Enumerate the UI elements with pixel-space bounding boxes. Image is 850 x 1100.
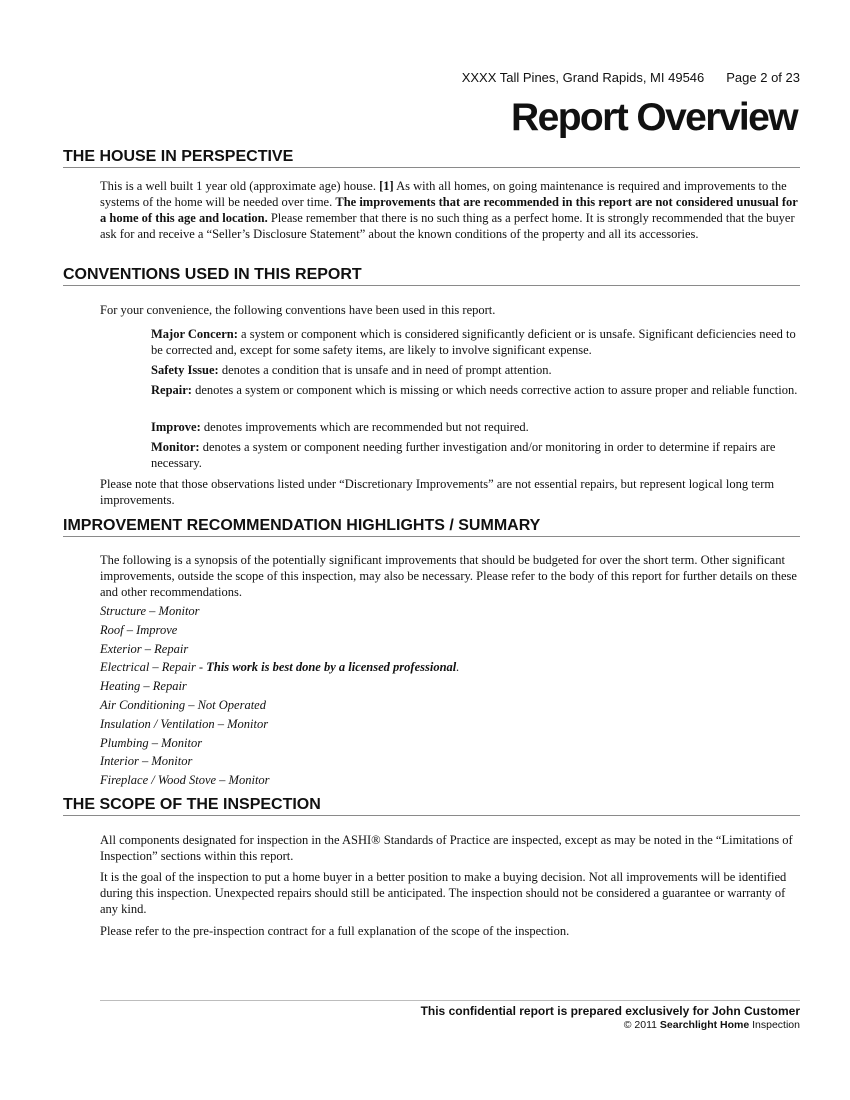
scope-paragraph-3: Please refer to the pre-inspection contract for a full explanation of the scope of the inspection.: [100, 924, 570, 938]
house-text-1: This is a well built 1 year old (approximate age) house.: [100, 179, 380, 193]
page-number: Page 2 of 23: [726, 70, 800, 85]
convention-term: Repair:: [151, 383, 192, 397]
convention-desc: denotes improvements which are recommended but not required.: [200, 420, 529, 434]
convention-term: Monitor:: [151, 440, 200, 454]
convention-desc: denotes a condition that is unsafe and in need of prompt attention.: [218, 363, 552, 377]
property-address: XXXX Tall Pines, Grand Rapids, MI 49546: [461, 70, 705, 85]
summary-item-air-conditioning: Air Conditioning – Not Operated: [100, 698, 266, 712]
company-name-rest: Inspection: [749, 1019, 800, 1031]
footer-confidential: This confidential report is prepared exclusively for John Customer: [420, 1004, 800, 1018]
summary-item-exterior: Exterior – Repair: [100, 642, 189, 656]
scope-paragraph-2: It is the goal of the inspection to put a home buyer in a better position to make a buying decision. Not all improvements will be identified during this inspection. Unexpected repairs should still be anticipated. The inspection should not be considered a guarantee or warranty of any kind.: [100, 870, 787, 916]
section-heading-conventions: CONVENTIONS USED IN THIS REPORT: [63, 266, 800, 286]
section-heading-scope: THE SCOPE OF THE INSPECTION: [63, 796, 800, 816]
summary-item-insulation: Insulation / Ventilation – Monitor: [100, 717, 269, 731]
footer-copyright: [624, 1019, 800, 1031]
house-reference: [1]: [379, 179, 394, 193]
summary-item-structure: Structure – Monitor: [100, 604, 200, 618]
convention-term: Safety Issue:: [151, 363, 219, 377]
electrical-end: .: [456, 660, 460, 674]
convention-monitor: [151, 439, 800, 471]
convention-major-concern: [151, 326, 800, 358]
convention-desc: a system or component which is considered significantly deficient or is unsafe. Significant deficiencies need to be corrected and, except for some safety items, are likely to involve significant expense.: [151, 327, 796, 357]
house-text-3: Please remember that there is no such thing as a perfect home. It is strongly recommended that the buyer ask for and receive a “Seller’s Disclosure Statement” about the known conditions of the property and all its accessories.: [100, 211, 795, 241]
conventions-note: Please note that those observations listed under “Discretionary Improvements” are not essential repairs, but represent logical long term improvements.: [100, 477, 775, 507]
conventions-intro: For your convenience, the following conventions have been used in this report.: [100, 303, 496, 317]
convention-repair: [151, 382, 800, 398]
summary-item-heating: Heating – Repair: [100, 679, 187, 693]
page-header: [462, 70, 800, 85]
house-bold-text: The improvements that are recommended in this report are not considered unusual for a home of this age and location.: [100, 195, 798, 225]
section-heading-house: THE HOUSE IN PERSPECTIVE: [63, 148, 800, 168]
section-heading-summary: IMPROVEMENT RECOMMENDATION HIGHLIGHTS / SUMMARY: [63, 517, 800, 537]
summary-item-electrical: [100, 659, 800, 675]
convention-desc: denotes a system or component which is missing or which needs corrective action to assure proper and reliable function.: [191, 383, 798, 397]
summary-item-interior: Interior – Monitor: [100, 754, 193, 768]
summary-item-fireplace: Fireplace / Wood Stove – Monitor: [100, 773, 270, 787]
convention-term: Improve:: [151, 420, 201, 434]
scope-paragraph-1: All components designated for inspection in the ASHI® Standards of Practice are inspected, except as may be noted in the “Limitations of Inspection” sections within this report.: [100, 833, 793, 863]
copyright-text: © 2011: [623, 1019, 660, 1031]
convention-safety-issue: [151, 362, 800, 378]
page-title: Report Overview: [511, 96, 797, 139]
footer-divider: [100, 1000, 800, 1001]
electrical-note: This work is best done by a licensed professional: [206, 660, 457, 674]
summary-intro: The following is a synopsis of the potentially significant improvements that should be budgeted for over the short term. Other significant improvements, outside the scope of this inspection, may also be necessary. Please refer to the body of this report for further details on these and other recommendations.: [100, 553, 797, 599]
house-text-2: As with all homes, on going maintenance is required and improvements to the systems of the home will be needed over time.: [100, 179, 787, 209]
company-name-bold: Searchlight Home: [659, 1019, 750, 1031]
summary-item-roof: Roof – Improve: [100, 623, 178, 637]
convention-term: Major Concern:: [151, 327, 238, 341]
convention-improve: [151, 419, 800, 435]
electrical-label: Electrical – Repair -: [100, 660, 207, 674]
house-paragraph: [100, 178, 800, 242]
convention-desc: denotes a system or component needing further investigation and/or monitoring in order to determine if repairs are necessary.: [151, 440, 776, 470]
summary-item-plumbing: Plumbing – Monitor: [100, 736, 203, 750]
